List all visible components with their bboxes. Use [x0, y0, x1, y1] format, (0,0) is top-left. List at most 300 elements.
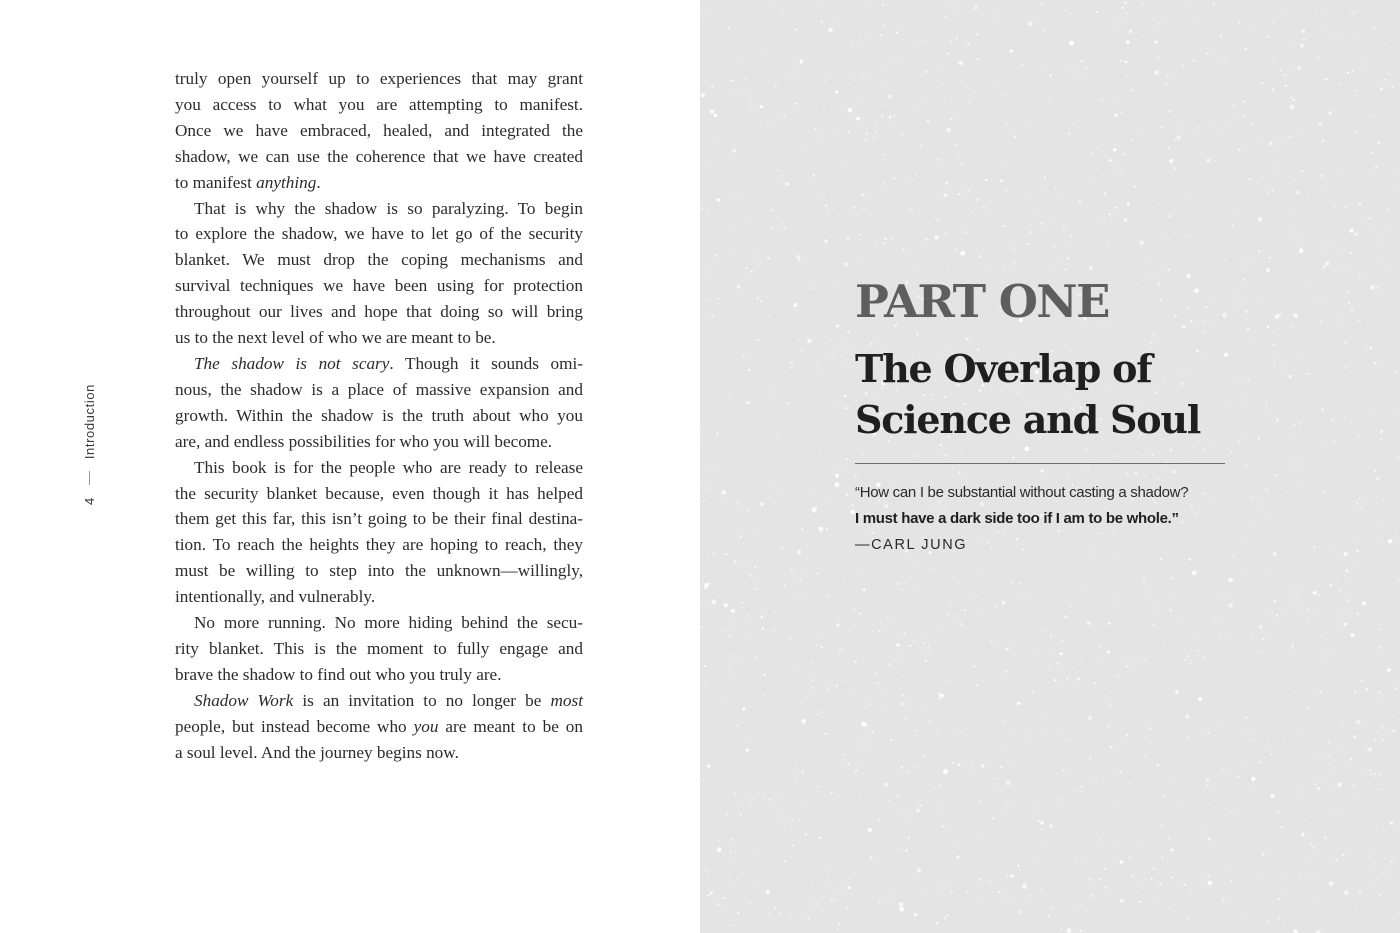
speckle: [981, 764, 985, 768]
speckle: [1278, 898, 1280, 900]
speckle: [820, 21, 822, 23]
speckle: [724, 603, 728, 607]
speckle: [1169, 906, 1171, 908]
speckle: [1328, 649, 1329, 650]
speckle: [766, 890, 770, 894]
speckle: [1388, 461, 1389, 462]
speckle: [947, 265, 948, 266]
speckle: [1126, 472, 1128, 474]
text-line: [175, 144, 583, 170]
speckle: [1355, 11, 1357, 13]
speckle: [729, 636, 731, 638]
speckle: [804, 804, 805, 805]
speckle: [1280, 9, 1281, 10]
italic-text: anything: [256, 172, 317, 192]
speckle: [750, 575, 753, 578]
speckle: [1360, 202, 1362, 204]
speckle: [760, 300, 762, 302]
speckle: [853, 608, 855, 610]
speckle: [1289, 688, 1290, 689]
speckle: [1380, 438, 1382, 440]
speckle: [1167, 863, 1168, 864]
speckle: [999, 644, 1000, 645]
speckle: [890, 127, 891, 128]
speckle: [1049, 74, 1051, 76]
speckle: [1167, 76, 1169, 78]
text-run: us to the next level of who we are meant to be.: [175, 328, 496, 348]
speckle: [1168, 215, 1170, 217]
speckle: [915, 22, 916, 23]
speckle: [792, 844, 794, 846]
part-title: [855, 343, 1275, 445]
speckle: [832, 21, 833, 22]
speckle: [1349, 229, 1353, 233]
speckle: [1209, 121, 1210, 122]
speckle: [1301, 243, 1302, 244]
text-line: [175, 481, 583, 507]
speckle: [1333, 441, 1335, 443]
speckle: [956, 856, 959, 859]
speckle: [978, 878, 980, 880]
speckle: [1310, 186, 1311, 187]
speckle: [1232, 308, 1233, 309]
speckle: [951, 890, 953, 892]
speckle: [1325, 24, 1327, 26]
speckle: [1398, 712, 1399, 713]
speckle: [1292, 652, 1294, 654]
speckle: [1289, 136, 1291, 138]
speckle: [1185, 714, 1189, 718]
speckle: [1126, 40, 1130, 44]
speckle: [784, 585, 786, 587]
speckle: [1219, 636, 1221, 638]
speckle: [1101, 98, 1103, 100]
speckle: [763, 695, 765, 697]
speckle: [740, 536, 742, 538]
text-line: [175, 506, 583, 532]
speckle: [1295, 463, 1296, 464]
speckle: [1206, 778, 1210, 782]
speckle: [1070, 12, 1072, 14]
speckle: [1339, 313, 1341, 315]
speckle: [996, 783, 998, 785]
speckle: [1194, 738, 1195, 739]
speckle: [833, 888, 834, 889]
speckle: [744, 10, 745, 11]
speckle: [1386, 734, 1388, 736]
speckle: [1209, 804, 1210, 805]
speckle: [1358, 319, 1360, 321]
speckle: [1351, 71, 1353, 73]
speckle: [1208, 732, 1210, 734]
speckle: [909, 209, 911, 211]
speckle: [1002, 747, 1003, 748]
speckle: [1344, 574, 1345, 575]
speckle: [1258, 250, 1260, 252]
speckle: [1392, 86, 1394, 88]
speckle: [1345, 206, 1347, 208]
speckle: [992, 817, 994, 819]
speckle: [929, 721, 931, 723]
speckle: [1272, 189, 1274, 191]
speckle: [1220, 36, 1222, 38]
speckle: [939, 693, 943, 697]
speckle: [901, 133, 903, 135]
speckle: [1301, 29, 1304, 32]
speckle: [951, 4, 952, 5]
speckle: [1360, 70, 1361, 71]
speckle: [848, 131, 850, 133]
speckle: [1062, 769, 1064, 771]
speckle: [874, 672, 876, 674]
speckle: [1353, 793, 1354, 794]
speckle: [837, 928, 838, 929]
speckle: [1275, 852, 1276, 853]
speckle: [838, 796, 839, 797]
speckle: [958, 471, 960, 473]
speckle: [1342, 750, 1343, 751]
speckle: [1088, 716, 1092, 720]
speckle: [977, 898, 979, 900]
speckle: [906, 178, 907, 179]
speckle: [1174, 139, 1176, 141]
speckle: [882, 694, 883, 695]
speckle: [1249, 739, 1251, 741]
speckle: [1354, 727, 1356, 729]
speckle: [802, 15, 803, 16]
speckle: [1344, 623, 1347, 626]
speckle: [1085, 68, 1087, 70]
speckle: [928, 646, 930, 648]
speckle: [1387, 209, 1389, 211]
speckle: [1275, 314, 1279, 318]
speckle: [1054, 246, 1056, 248]
speckle: [787, 402, 789, 404]
speckle: [730, 671, 732, 673]
speckle: [925, 71, 927, 73]
speckle: [1327, 243, 1329, 245]
speckle: [1245, 717, 1247, 719]
speckle: [1120, 172, 1122, 174]
speckle: [1350, 633, 1354, 637]
speckle: [1213, 616, 1214, 617]
speckle: [756, 297, 758, 299]
speckle: [1129, 857, 1131, 859]
speckle: [1133, 802, 1134, 803]
speckle: [846, 907, 848, 909]
speckle: [730, 924, 732, 926]
speckle: [994, 82, 996, 84]
speckle: [739, 61, 740, 62]
speckle: [747, 510, 749, 512]
speckle: [956, 37, 958, 39]
speckle: [1099, 645, 1101, 647]
speckle: [732, 728, 734, 730]
speckle: [1359, 892, 1361, 894]
speckle: [1190, 662, 1192, 664]
speckle: [746, 748, 750, 752]
speckle: [994, 778, 995, 779]
speckle: [790, 362, 793, 365]
speckle: [1249, 178, 1251, 180]
speckle: [1246, 540, 1247, 541]
speckle: [881, 706, 882, 707]
speckle: [928, 223, 929, 224]
speckle: [1005, 190, 1007, 192]
text-line: [175, 584, 583, 610]
speckle: [1172, 470, 1176, 474]
title-divider: [855, 463, 1225, 464]
speckle: [750, 902, 751, 903]
speckle: [766, 48, 767, 49]
speckle: [734, 252, 735, 253]
speckle: [887, 95, 891, 99]
speckle: [952, 762, 954, 764]
speckle: [769, 391, 771, 393]
speckle: [1002, 268, 1004, 270]
speckle: [1030, 196, 1031, 197]
speckle: [925, 894, 926, 895]
speckle: [864, 750, 866, 752]
speckle: [853, 79, 855, 81]
speckle: [717, 850, 719, 852]
speckle: [884, 154, 886, 156]
speckle: [732, 149, 736, 153]
speckle: [1262, 853, 1264, 855]
speckle: [968, 648, 969, 649]
speckle: [946, 914, 948, 916]
speckle: [1228, 578, 1232, 582]
speckle: [956, 9, 957, 10]
speckle: [902, 589, 903, 590]
speckle: [868, 828, 872, 832]
speckle: [1099, 839, 1101, 841]
speckle: [824, 195, 825, 196]
speckle: [861, 77, 862, 78]
speckle: [901, 766, 903, 768]
speckle: [847, 331, 849, 333]
text-line: [175, 558, 583, 584]
speckle: [841, 162, 843, 164]
speckle: [1320, 691, 1322, 693]
speckle: [1397, 173, 1398, 174]
speckle: [1007, 899, 1008, 900]
speckle: [933, 569, 935, 571]
speckle: [786, 362, 787, 363]
speckle: [1168, 238, 1170, 240]
speckle: [1307, 857, 1308, 858]
running-head-divider: [89, 471, 90, 485]
speckle: [1355, 564, 1356, 565]
speckle: [737, 912, 739, 914]
speckle: [1120, 860, 1124, 864]
speckle: [802, 770, 804, 772]
speckle: [875, 131, 877, 133]
speckle: [1372, 132, 1373, 133]
speckle: [1027, 124, 1028, 125]
speckle: [790, 917, 791, 918]
speckle: [1378, 691, 1380, 693]
speckle: [1187, 736, 1189, 738]
speckle: [1080, 790, 1082, 792]
speckle: [1073, 668, 1074, 669]
speckle: [1290, 97, 1292, 99]
speckle: [882, 15, 883, 16]
speckle: [1067, 257, 1069, 259]
speckle: [950, 119, 952, 121]
speckle: [837, 281, 838, 282]
speckle: [1393, 835, 1394, 836]
speckle: [1185, 659, 1187, 661]
text-run: are, and endless possibilities for who you will become.: [175, 431, 553, 451]
speckle: [1217, 617, 1219, 619]
speckle: [936, 219, 938, 221]
speckle: [1001, 226, 1002, 227]
speckle: [925, 238, 927, 240]
speckle: [1351, 423, 1353, 425]
speckle: [874, 244, 876, 246]
speckle: [1362, 522, 1363, 523]
speckle: [1066, 928, 1071, 933]
speckle: [757, 339, 759, 341]
speckle: [1287, 138, 1288, 139]
speckle: [792, 669, 793, 670]
speckle: [1202, 321, 1204, 323]
text-line: [175, 273, 583, 299]
speckle: [895, 795, 896, 796]
speckle: [883, 183, 885, 185]
text-run: to manifest: [175, 172, 257, 192]
speckle: [1310, 373, 1311, 374]
speckle: [826, 497, 827, 498]
speckle: [1223, 898, 1225, 900]
speckle: [1079, 201, 1081, 203]
speckle: [908, 771, 910, 773]
speckle: [1353, 538, 1354, 539]
text-run: you access to what you are attempting to manifest.: [175, 94, 583, 114]
speckle: [1319, 251, 1321, 253]
speckle: [1374, 470, 1376, 472]
speckle: [861, 194, 863, 196]
speckle: [795, 761, 796, 762]
speckle: [1388, 5, 1390, 7]
speckle: [1118, 599, 1119, 600]
speckle: [872, 630, 873, 631]
speckle: [1082, 660, 1084, 662]
speckle: [730, 79, 732, 81]
speckle: [1330, 584, 1332, 586]
speckle: [895, 63, 897, 65]
speckle: [1351, 599, 1352, 600]
speckle: [816, 572, 818, 574]
speckle: [805, 834, 807, 836]
italic-text: The shadow is not scary: [194, 353, 390, 373]
speckle: [1328, 741, 1330, 743]
speckle: [856, 117, 860, 121]
speckle: [718, 141, 720, 143]
speckle: [973, 91, 975, 93]
speckle: [1214, 618, 1215, 619]
speckle: [1213, 445, 1215, 447]
speckle: [1215, 160, 1216, 161]
speckle: [1366, 324, 1367, 325]
speckle: [718, 840, 719, 841]
speckle: [1041, 222, 1043, 224]
speckle: [944, 454, 947, 457]
speckle: [995, 606, 997, 608]
speckle: [769, 2, 770, 3]
speckle: [768, 913, 770, 915]
speckle: [798, 820, 799, 821]
speckle: [1007, 802, 1008, 803]
speckle: [1117, 676, 1119, 678]
speckle: [897, 644, 900, 647]
speckle: [1303, 38, 1306, 41]
speckle: [1279, 313, 1282, 316]
text-run: people, but instead become who: [175, 716, 414, 736]
speckle: [976, 684, 978, 686]
speckle: [1110, 746, 1112, 748]
speckle: [774, 907, 776, 909]
text-run: rity blanket. This is the moment to fully engage and: [175, 638, 583, 658]
speckle: [1270, 794, 1274, 798]
speckle: [785, 182, 789, 186]
speckle: [1115, 206, 1117, 208]
speckle: [1322, 13, 1323, 14]
speckle: [1228, 603, 1233, 608]
speckle: [1216, 737, 1217, 738]
speckle: [1186, 918, 1188, 920]
speckle: [781, 10, 783, 12]
speckle: [1290, 104, 1295, 109]
speckle: [838, 923, 840, 925]
speckle: [714, 254, 716, 256]
speckle: [1108, 899, 1110, 901]
speckle: [859, 612, 861, 614]
speckle: [1017, 865, 1019, 867]
speckle: [1317, 56, 1319, 58]
speckle: [1187, 655, 1189, 657]
speckle: [1310, 281, 1312, 283]
speckle: [878, 819, 880, 821]
speckle: [704, 13, 705, 14]
speckle: [1147, 593, 1148, 594]
speckle: [1109, 703, 1111, 705]
speckle: [1127, 202, 1130, 205]
speckle: [709, 582, 711, 584]
text-run: must be willing to step into the unknown—willingly,: [175, 561, 583, 581]
speckle: [847, 108, 852, 113]
speckle: [1041, 889, 1043, 891]
speckle: [1223, 596, 1225, 598]
speckle: [1283, 738, 1285, 740]
speckle: [1382, 695, 1383, 696]
speckle: [1080, 60, 1082, 62]
speckle: [943, 193, 947, 197]
speckle: [899, 902, 904, 907]
speckle: [1268, 743, 1269, 744]
speckle: [1213, 3, 1215, 5]
speckle: [866, 3, 867, 4]
speckle: [800, 579, 802, 581]
speckle: [897, 795, 899, 797]
speckle: [728, 27, 730, 29]
speckle: [800, 60, 804, 64]
speckle: [860, 793, 861, 794]
speckle: [956, 615, 958, 617]
speckle: [929, 785, 930, 786]
speckle: [1261, 503, 1263, 505]
